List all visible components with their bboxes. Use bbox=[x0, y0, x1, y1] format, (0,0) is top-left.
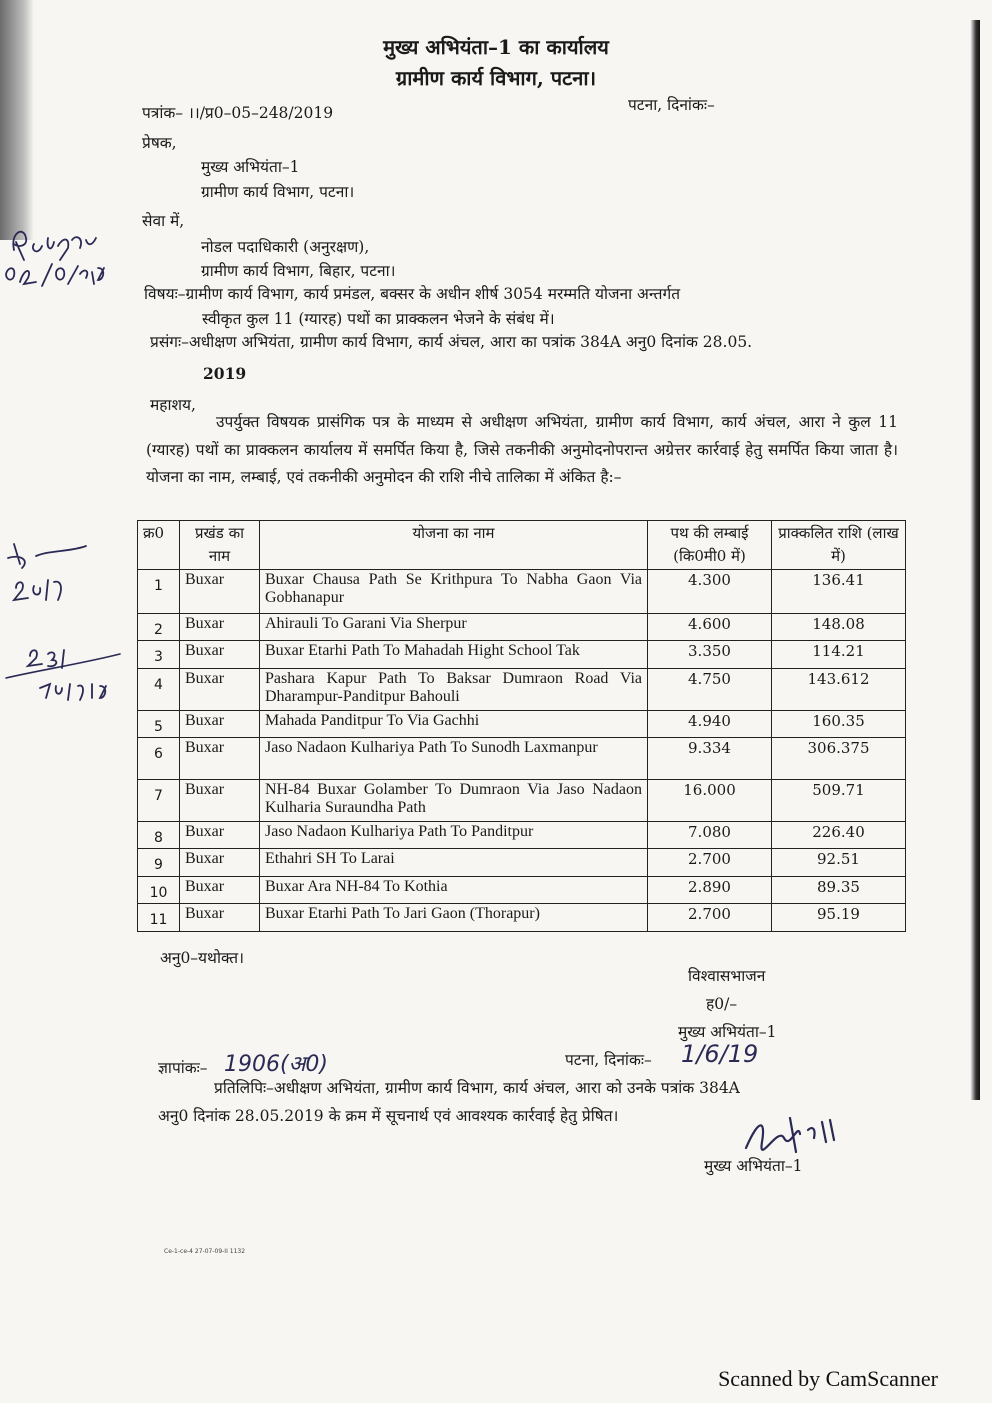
row-amount: 114.21 bbox=[772, 641, 906, 669]
row-length: 16.000 bbox=[648, 780, 772, 822]
header-scheme: योजना का नाम bbox=[260, 521, 648, 570]
estimate-table bbox=[137, 520, 906, 932]
margin-initials-2 bbox=[0, 536, 90, 616]
subject-line-2: स्वीकृत कुल 11 (ग्यारह) पथों का प्राक्कलन भेजने के संबंध में। bbox=[202, 310, 555, 328]
row-block: Buxar bbox=[180, 849, 260, 877]
table-row bbox=[138, 780, 906, 822]
row-scheme: Buxar Etarhi Path To Jari Gaon (Thorapur) bbox=[260, 904, 648, 932]
row-sn: 1 bbox=[138, 570, 180, 614]
row-length: 2.890 bbox=[648, 877, 772, 904]
row-block: Buxar bbox=[180, 570, 260, 614]
to-label: सेवा में, bbox=[142, 212, 185, 230]
header-block: प्रखंड का नाम bbox=[180, 521, 260, 570]
row-amount: 136.41 bbox=[772, 570, 906, 614]
table-row bbox=[138, 822, 906, 849]
reference-line-2: 2019 bbox=[203, 364, 247, 383]
row-sn: 2 bbox=[138, 614, 180, 641]
row-scheme: Pashara Kapur Path To Baksar Dumraon Road Via Dharampur-Panditpur Bahouli bbox=[260, 669, 648, 711]
signature-title: मुख्य अभियंता–1 bbox=[678, 1023, 777, 1041]
row-sn: 7 bbox=[138, 780, 180, 822]
row-scheme: Jaso Nadaon Kulhariya Path To Sunodh Laxmanpur bbox=[260, 738, 648, 780]
table-row bbox=[138, 877, 906, 904]
memo-no-handwritten: 1906(अ0) bbox=[224, 1052, 328, 1077]
row-amount: 160.35 bbox=[772, 711, 906, 738]
row-block: Buxar bbox=[180, 669, 260, 711]
row-block: Buxar bbox=[180, 738, 260, 780]
copy-line-2: अनु0 दिनांक 28.05.2019 के क्रम में सूचनार्थ एवं आवश्यक कार्रवाई हेतु प्रेषित। bbox=[158, 1107, 619, 1125]
salutation: महाशय, bbox=[150, 396, 196, 414]
row-scheme: Mahada Panditpur To Via Gachhi bbox=[260, 711, 648, 738]
from-line-1: मुख्य अभियंता–1 bbox=[201, 158, 300, 176]
letter-ref-no: पत्रांक– ।।/प्र0–05–248/2019 bbox=[142, 104, 334, 122]
row-amount: 148.08 bbox=[772, 614, 906, 641]
table-row bbox=[138, 711, 906, 738]
row-block: Buxar bbox=[180, 877, 260, 904]
row-sn: 8 bbox=[138, 822, 180, 849]
row-length: 3.350 bbox=[648, 641, 772, 669]
margin-initials-3 bbox=[0, 636, 130, 706]
row-length: 4.750 bbox=[648, 669, 772, 711]
signature-scribble bbox=[738, 1112, 838, 1158]
row-block: Buxar bbox=[180, 614, 260, 641]
print-code: Ce-1-ce-4 27-07-09-II 1132 bbox=[164, 1248, 246, 1255]
row-length: 7.080 bbox=[648, 822, 772, 849]
row-block: Buxar bbox=[180, 641, 260, 669]
table-row bbox=[138, 570, 906, 614]
office-title: मुख्य अभियंता–1 का कार्यालय bbox=[383, 35, 609, 59]
row-block: Buxar bbox=[180, 904, 260, 932]
row-sn: 9 bbox=[138, 849, 180, 877]
row-sn: 5 bbox=[138, 711, 180, 738]
row-scheme: NH-84 Buxar Golamber To Dumraon Via Jaso Nadaon Kulharia Suraundha Path bbox=[260, 780, 648, 822]
row-amount: 509.71 bbox=[772, 780, 906, 822]
header-amount: प्राक्कलित राशि (लाख में) bbox=[772, 521, 906, 570]
header-sn: क्र0 bbox=[138, 521, 180, 570]
row-length: 4.300 bbox=[648, 570, 772, 614]
row-sn: 10 bbox=[138, 877, 180, 904]
row-amount: 226.40 bbox=[772, 822, 906, 849]
row-block: Buxar bbox=[180, 822, 260, 849]
row-scheme: Buxar Chausa Path Se Krithpura To Nabha Gaon Via Gobhanapur bbox=[260, 570, 648, 614]
row-amount: 143.612 bbox=[772, 669, 906, 711]
row-sn: 6 bbox=[138, 738, 180, 780]
table-row bbox=[138, 641, 906, 669]
row-length: 4.600 bbox=[648, 614, 772, 641]
row-length: 9.334 bbox=[648, 738, 772, 780]
table-header-row bbox=[138, 521, 906, 570]
department-title: ग्रामीण कार्य विभाग, पटना। bbox=[395, 66, 597, 90]
row-sn: 4 bbox=[138, 669, 180, 711]
row-amount: 89.35 bbox=[772, 877, 906, 904]
enclosure: अनु0–यथोक्त। bbox=[160, 949, 244, 967]
to-line-2: ग्रामीण कार्य विभाग, बिहार, पटना। bbox=[201, 262, 396, 280]
row-sn: 3 bbox=[138, 641, 180, 669]
table-row bbox=[138, 669, 906, 711]
reference-line-1: प्रसंगः–अधीक्षण अभियंता, ग्रामीण कार्य विभाग, कार्य अंचल, आरा का पत्रांक 384A अनु0 दिनांक 28.05. bbox=[150, 333, 753, 351]
row-block: Buxar bbox=[180, 711, 260, 738]
signature-signed: ह0/– bbox=[706, 995, 738, 1013]
row-sn: 11 bbox=[138, 904, 180, 932]
row-block: Buxar bbox=[180, 780, 260, 822]
row-scheme: Buxar Etarhi Path To Mahadah Hight School Tak bbox=[260, 641, 648, 669]
sign-title: मुख्य अभियंता–1 bbox=[704, 1157, 803, 1175]
row-scheme: Jaso Nadaon Kulhariya Path To Panditpur bbox=[260, 822, 648, 849]
signature-closing: विश्वासभाजन bbox=[688, 967, 766, 985]
row-scheme: Ahirauli To Garani Via Sherpur bbox=[260, 614, 648, 641]
row-length: 4.940 bbox=[648, 711, 772, 738]
row-amount: 95.19 bbox=[772, 904, 906, 932]
table-row bbox=[138, 849, 906, 877]
scan-shadow-right bbox=[970, 20, 980, 1100]
memo-date-handwritten: 1/6/19 bbox=[681, 1040, 759, 1068]
table-row bbox=[138, 738, 906, 780]
row-scheme: Buxar Ara NH-84 To Kothia bbox=[260, 877, 648, 904]
table-row bbox=[138, 614, 906, 641]
to-line-1: नोडल पदाधिकारी (अनुरक्षण), bbox=[201, 238, 370, 256]
copy-line-1: प्रतिलिपिः–अधीक्षण अभियंता, ग्रामीण कार्य विभाग, कार्य अंचल, आरा को उनके पत्रांक 384A bbox=[214, 1079, 740, 1097]
letter-place-date: पटना, दिनांकः– bbox=[628, 96, 715, 114]
from-label: प्रेषक, bbox=[142, 134, 177, 152]
memo-place-date: पटना, दिनांकः– bbox=[565, 1051, 652, 1069]
subject-line-1: विषयः–ग्रामीण कार्य विभाग, कार्य प्रमंडल, बक्सर के अधीन शीर्ष 3054 मरम्मति योजना अन्तर्गत bbox=[144, 285, 681, 303]
from-line-2: ग्रामीण कार्य विभाग, पटना। bbox=[201, 183, 355, 201]
header-length: पथ की लम्बाई (कि0मी0 में) bbox=[648, 521, 772, 570]
margin-initials-1 bbox=[0, 216, 120, 291]
letter-body: उपर्युक्त विषयक प्रासंगिक पत्र के माध्यम से अधीक्षण अभियंता, ग्रामीण कार्य विभाग, कार्य अंचल, आरा ने कुल 11 (ग्यारह) पथों का प्राक्कलन कार्यालय में समर्पित किया है, जिसे तकनीकी अनुमोदनोपरान्त अग्रेत्तर कार्रवाई हेतु समर्पित किया जाता है। योजना का नाम, लम्बाई, एवं तकनीकी अनुमोदन की राशि नीचे तालिका में अंकित है:– bbox=[146, 413, 898, 486]
row-length: 2.700 bbox=[648, 849, 772, 877]
row-amount: 306.375 bbox=[772, 738, 906, 780]
row-length: 2.700 bbox=[648, 904, 772, 932]
memo-no-label: ज्ञापांकः– bbox=[158, 1059, 208, 1077]
table-body bbox=[138, 570, 906, 932]
row-amount: 92.51 bbox=[772, 849, 906, 877]
table-row bbox=[138, 904, 906, 932]
scanner-watermark: Scanned by CamScanner bbox=[718, 1366, 938, 1391]
row-scheme: Ethahri SH To Larai bbox=[260, 849, 648, 877]
